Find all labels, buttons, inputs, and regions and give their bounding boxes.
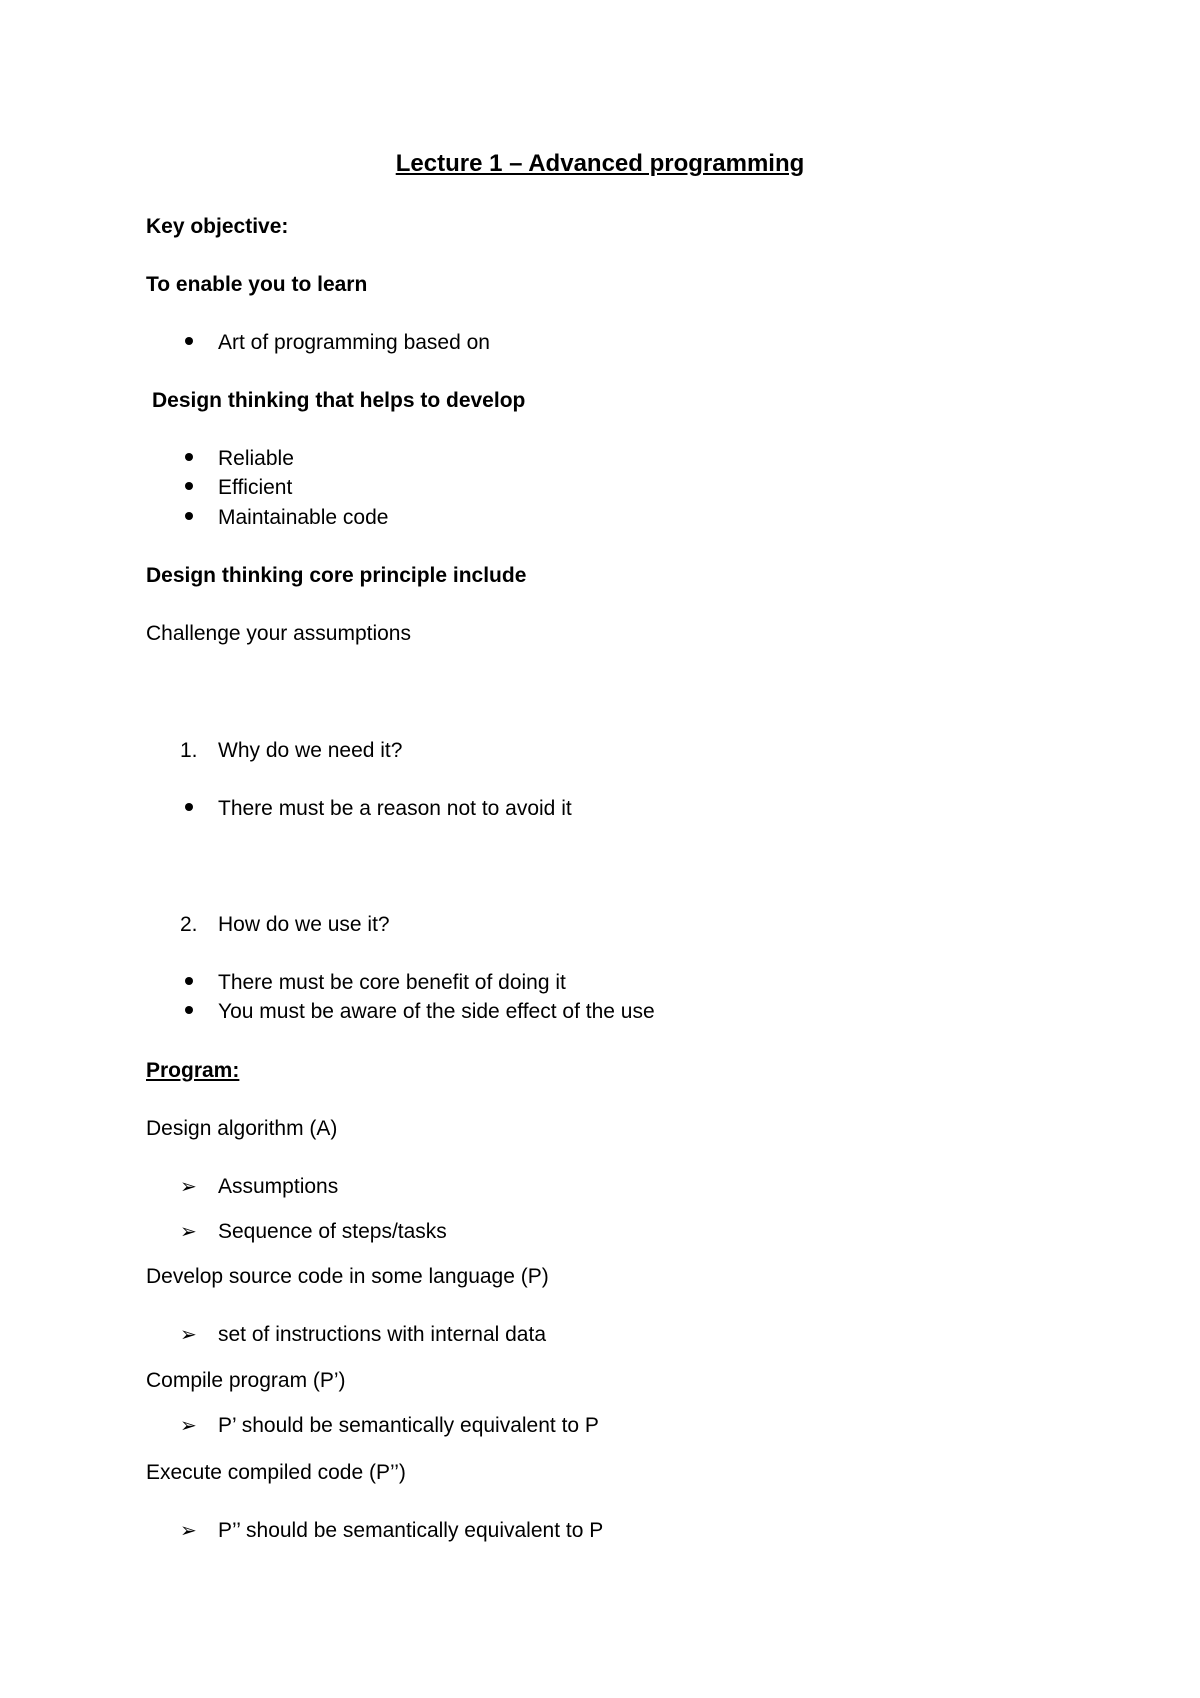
list-item <box>180 475 292 501</box>
list-item-text: P’ should be semantically equivalent to P <box>218 1414 599 1437</box>
challenge-text: Challenge your assumptions <box>146 622 411 645</box>
execute-text: Execute compiled code (P’’) <box>146 1461 406 1484</box>
enable-heading: To enable you to learn <box>146 273 368 296</box>
item-number: 1. <box>180 739 198 762</box>
list-item-text: P’’ should be semantically equivalent to P <box>218 1519 604 1542</box>
bullet-icon <box>185 337 193 345</box>
bullet-icon <box>185 977 193 985</box>
list-item-text: Maintainable code <box>218 506 389 529</box>
bullet-icon <box>185 803 193 811</box>
list-item-text: Reliable <box>218 447 294 470</box>
list-item <box>180 1518 603 1544</box>
list-item <box>180 1219 447 1245</box>
numbered-item <box>180 738 402 764</box>
develop-source-text: Develop source code in some language (P) <box>146 1265 549 1288</box>
bullet-icon <box>185 512 193 520</box>
list-item <box>180 330 490 356</box>
compile-text: Compile program (P’) <box>146 1369 346 1392</box>
list-item <box>180 796 572 822</box>
numbered-item <box>180 912 390 938</box>
arrow-bullet-icon: ➢ <box>180 1324 197 1346</box>
list-item <box>180 505 388 531</box>
design-develop-heading: Design thinking that helps to develop <box>152 389 526 412</box>
list-item <box>180 970 566 996</box>
list-item-text: Art of programming based on <box>218 331 490 354</box>
arrow-bullet-icon: ➢ <box>180 1520 197 1542</box>
list-item-text: Efficient <box>218 476 293 499</box>
list-item-text: You must be aware of the side effect of the use <box>218 1000 655 1023</box>
item-number: 2. <box>180 913 198 936</box>
core-principle-heading: Design thinking core principle include <box>146 564 527 587</box>
bullet-icon <box>185 1006 193 1014</box>
list-item-text: Assumptions <box>218 1175 339 1198</box>
arrow-bullet-icon: ➢ <box>180 1415 197 1437</box>
list-item <box>180 1322 546 1348</box>
list-item <box>180 446 294 472</box>
list-item-text: Sequence of steps/tasks <box>218 1220 447 1243</box>
numbered-item-text: How do we use it? <box>218 913 390 936</box>
list-item-text: set of instructions with internal data <box>218 1323 547 1346</box>
bullet-icon <box>185 482 193 490</box>
bullet-icon <box>185 453 193 461</box>
list-item-text: There must be core benefit of doing it <box>218 971 566 994</box>
list-item <box>180 1413 599 1439</box>
list-item <box>180 999 655 1025</box>
page-title: Lecture 1 – Advanced programming <box>395 150 805 177</box>
design-algorithm-text: Design algorithm (A) <box>146 1117 338 1140</box>
program-heading: Program: <box>146 1059 240 1082</box>
arrow-bullet-icon: ➢ <box>180 1221 197 1243</box>
list-item-text: There must be a reason not to avoid it <box>218 797 572 820</box>
arrow-bullet-icon: ➢ <box>180 1176 197 1198</box>
key-objective-heading: Key objective: <box>146 215 289 238</box>
numbered-item-text: Why do we need it? <box>218 739 403 762</box>
list-item <box>180 1174 338 1200</box>
